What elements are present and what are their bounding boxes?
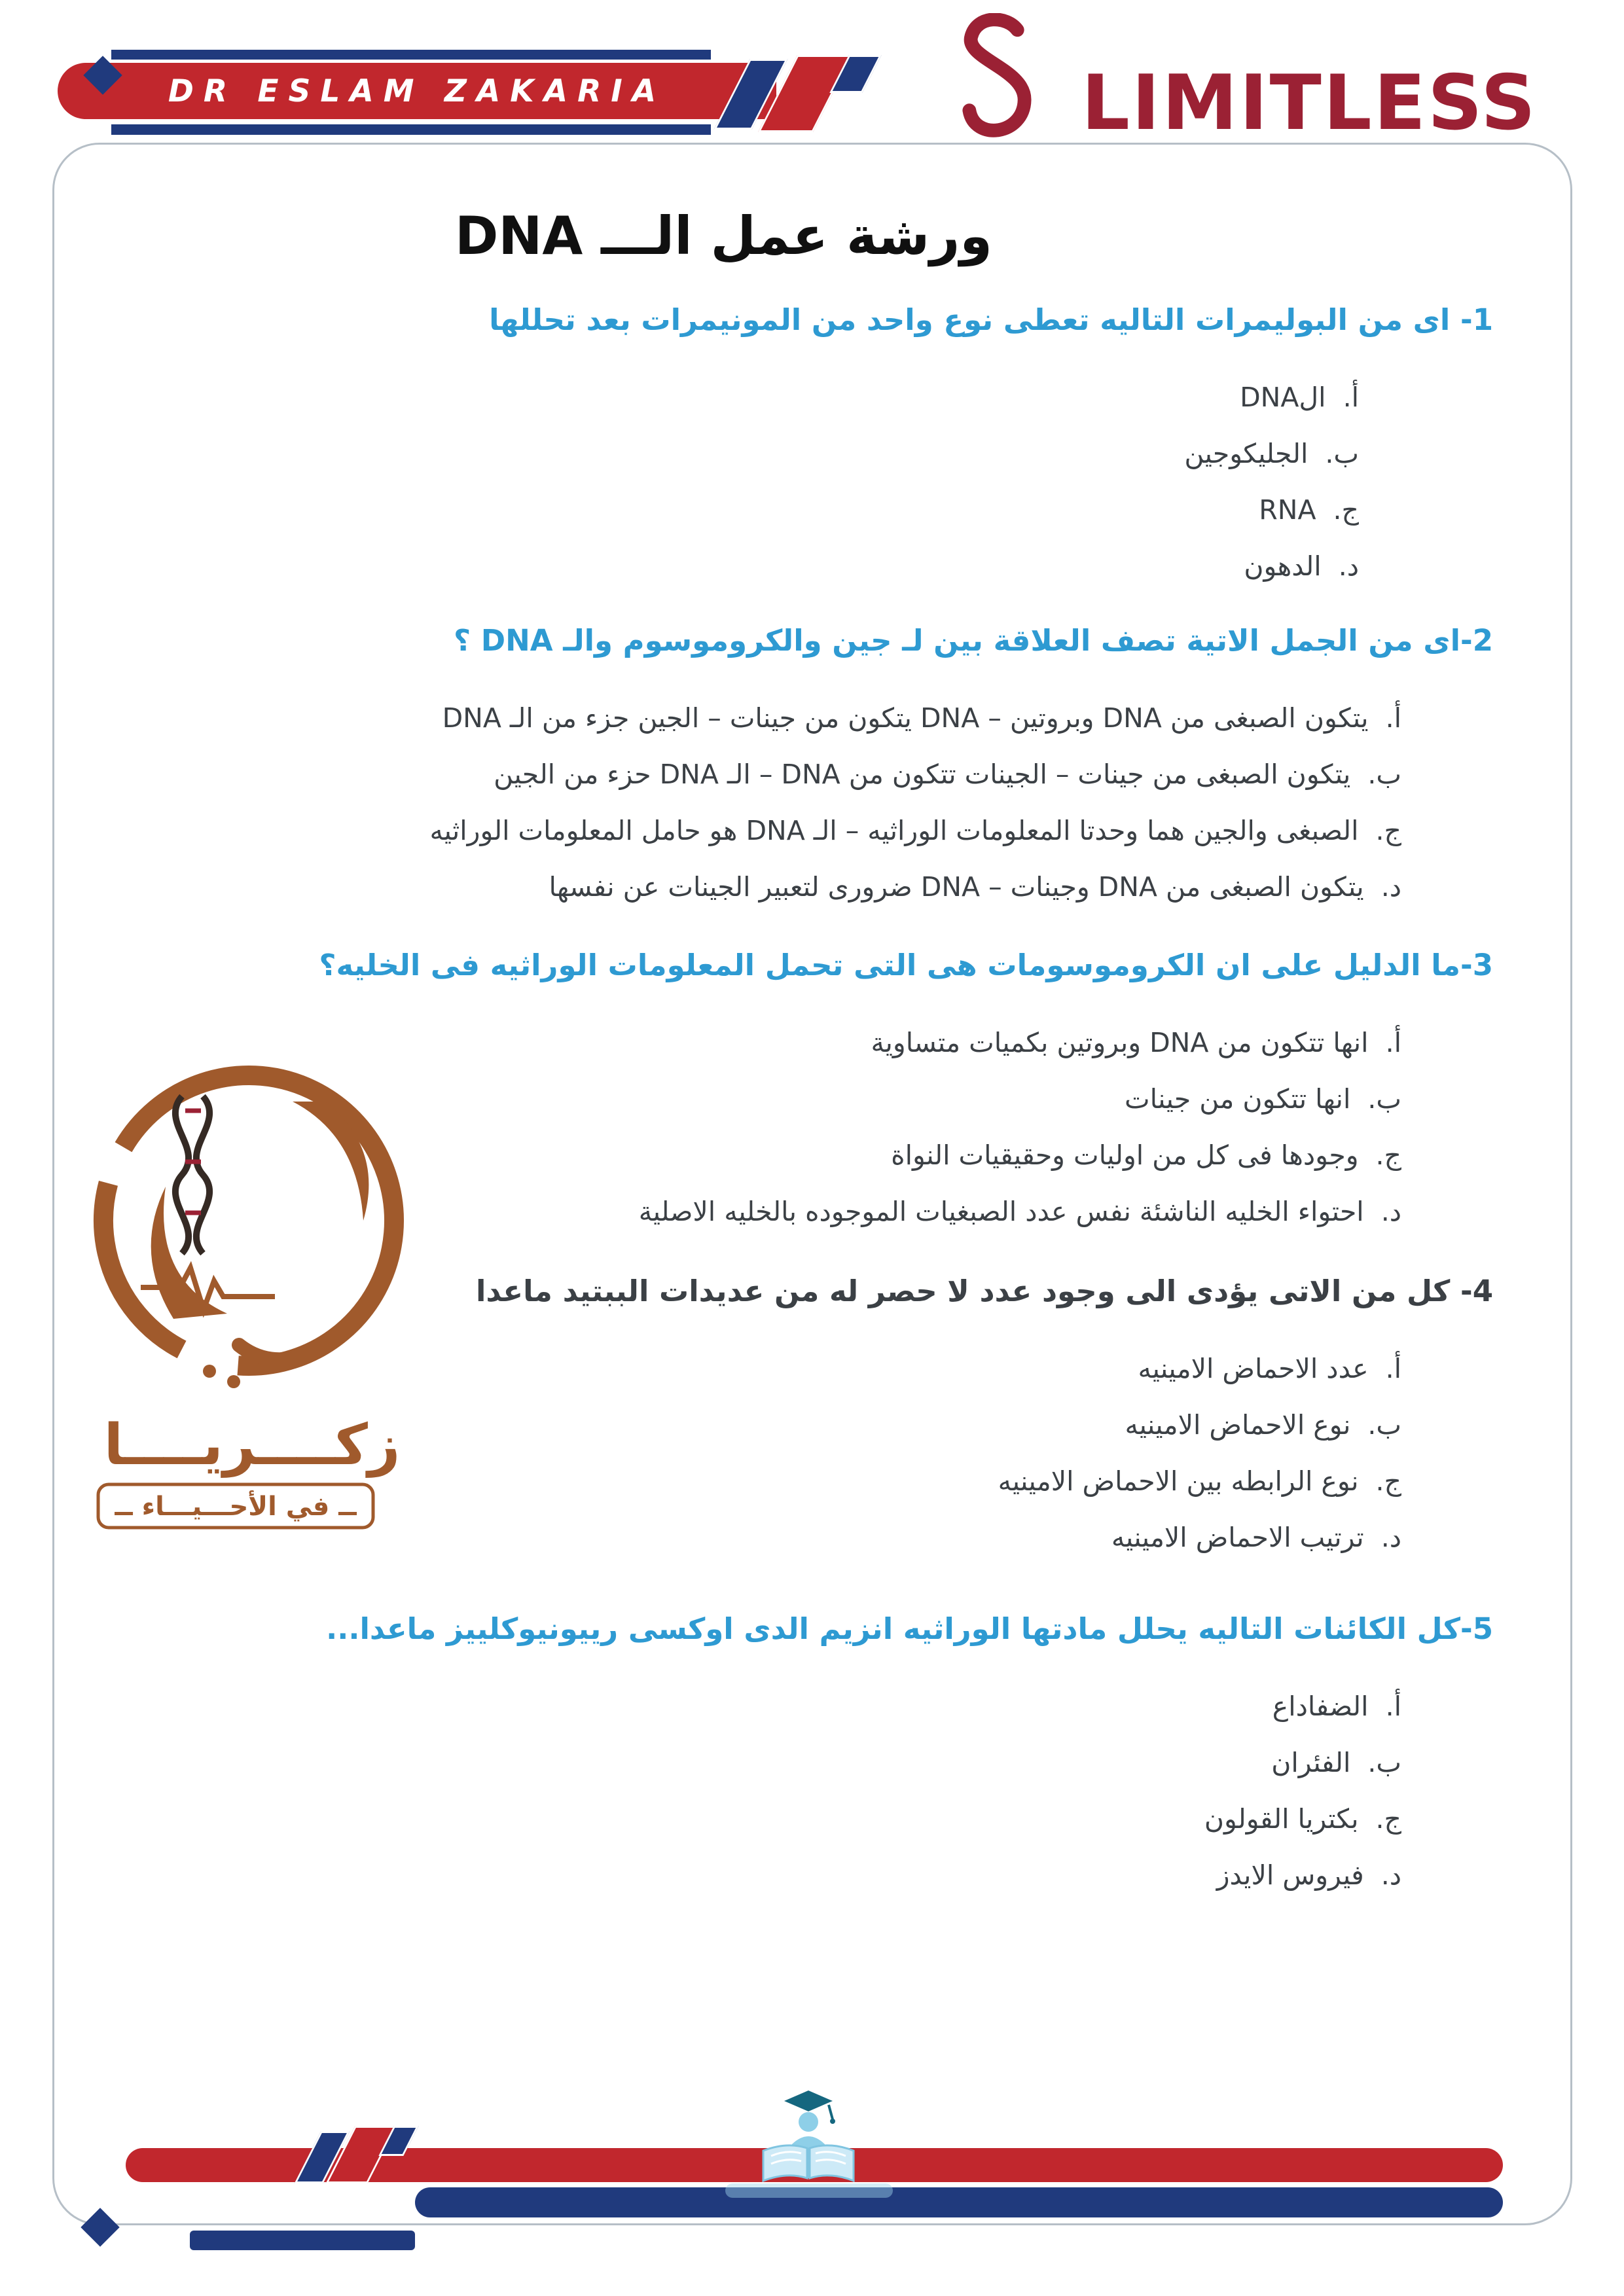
question-1: [489, 302, 1493, 606]
watermark-subtitle: ــ في الأحـــيـــاء ــ: [115, 1492, 357, 1522]
option-text: RNA: [1259, 494, 1316, 526]
option-a: [476, 1352, 1401, 1385]
option-text: احتواء الخليه الناشئة نفس عدد الصبغيات الموجوده بالخليه الاصلية: [638, 1196, 1364, 1227]
page-title-text: ورشة عمل الـــ DNA: [455, 206, 992, 266]
question-3-options: [319, 1026, 1401, 1228]
option-b: [476, 1408, 1401, 1441]
option-letter: ب.: [1367, 759, 1401, 790]
question-5-header: 5-كل الكائنات التاليه يحلل مادتها الوراثيه انزيم الدى اوكسى رييونيوكلييز ماعدا...: [326, 1611, 1493, 1646]
question-4: [476, 1274, 1493, 1577]
option-letter: ب.: [1325, 438, 1359, 469]
option-letter: ب.: [1367, 1747, 1401, 1778]
option-d: [319, 1195, 1401, 1228]
option-c: [429, 814, 1401, 847]
option-b: [326, 1746, 1401, 1779]
option-c: [319, 1139, 1401, 1172]
question-1-header: 1- اى من البوليمرات التاليه تعطى نوع واحد من المونيمرات بعد تحللها: [489, 302, 1493, 337]
watermark-name: زكــــريــــا: [103, 1412, 401, 1478]
option-a: [326, 1690, 1401, 1723]
doctor-banner: [58, 63, 776, 119]
option-text: الجليكوجين: [1184, 438, 1308, 469]
option-text: عدد الاحماض الامينيه: [1138, 1353, 1369, 1384]
option-letter: د.: [1380, 1859, 1401, 1891]
question-2: [429, 623, 1493, 927]
option-letter: أ.: [1385, 1353, 1401, 1384]
option-text: يتكون الصبغى من جينات – الجينات تتكون من DNA – الـ DNA حزء من الجين: [494, 759, 1351, 790]
option-c: [476, 1465, 1401, 1498]
question-2-options: [429, 702, 1401, 903]
option-letter: د.: [1380, 871, 1401, 903]
header-stripe-top: [111, 50, 711, 60]
option-letter: أ.: [1385, 1691, 1401, 1722]
brand-limitless: LIMITLESS: [1081, 59, 1538, 147]
option-letter: ج.: [1375, 1139, 1401, 1171]
option-letter: د.: [1380, 1522, 1401, 1553]
option-text: وجودها فى كل من اوليات وحقيقيات النواة: [891, 1139, 1359, 1171]
footer-watermark-text: [725, 2183, 893, 2198]
option-text: الصبغى والجين هما وحدتا المعلومات الوراثيه – الـ DNA هو حامل المعلومات الوراثيه: [429, 815, 1359, 846]
question-2-header: 2-اى من الجمل الاتية تصف العلاقة بين لـ جين والكروموسوم والـ DNA ؟: [454, 623, 1493, 658]
option-letter: ج.: [1375, 815, 1401, 846]
option-a: [429, 702, 1401, 734]
option-letter: د.: [1380, 1196, 1401, 1227]
option-text: الفئران: [1271, 1747, 1351, 1778]
footer-navy-bar: [415, 2187, 1503, 2217]
graduate-book-icon: [753, 2088, 864, 2186]
question-5-options: [326, 1690, 1401, 1892]
page-title: [0, 206, 1624, 266]
option-d: [489, 550, 1359, 583]
option-letter: ج.: [1333, 494, 1359, 526]
option-letter: أ.: [1385, 702, 1401, 734]
question-5: [326, 1611, 1493, 1915]
option-b: [489, 437, 1359, 470]
option-letter: ج.: [1375, 1803, 1401, 1835]
question-3-header: 3-ما الدليل على ان الكروموسومات هى التى تحمل المعلومات الوراثيه فى الخليه؟: [319, 948, 1493, 982]
option-text: الضفاداع: [1272, 1691, 1369, 1722]
option-b: [319, 1083, 1401, 1115]
option-letter: ج.: [1375, 1465, 1401, 1497]
option-letter: أ.: [1385, 1027, 1401, 1058]
option-text: بكتريا القولون: [1204, 1803, 1359, 1835]
option-letter: د.: [1338, 550, 1359, 582]
doctor-name: DR ESLAM ZAKARIA: [168, 73, 666, 109]
dna-helix-icon: [175, 1096, 209, 1253]
option-c: [326, 1803, 1401, 1835]
question-4-header: 4- كل من الاتى يؤدى الى وجود عدد لا حصر له من عديدات الببتيد ماعدا: [476, 1274, 1493, 1308]
option-letter: ب.: [1367, 1083, 1401, 1115]
limitless-8-logo-icon: [948, 13, 1043, 162]
option-b: [429, 758, 1401, 791]
option-text: ترتيب الاحماض الامينيه: [1111, 1522, 1364, 1553]
question-3: [319, 948, 1493, 1251]
header-stripe-bottom: [111, 124, 711, 135]
option-text: الDNA: [1240, 382, 1326, 413]
option-d: [326, 1859, 1401, 1892]
question-4-options: [476, 1352, 1401, 1554]
footer-navy-short-bar: [190, 2231, 415, 2250]
option-text: نوع الاحماض الامينيه: [1125, 1409, 1351, 1441]
option-a: [319, 1026, 1401, 1059]
option-text: يتكون الصبغى من DNA وبروتين – DNA يتكون من جينات – الجين جزء من الـ DNA: [442, 702, 1369, 734]
option-text: يتكون الصبغى من DNA وجينات – DNA ضرورى لتعبير الجينات عن نفسها: [549, 871, 1364, 903]
option-text: انها تتكون من DNA وبروتين بكميات متساوية: [871, 1027, 1369, 1058]
option-c: [489, 493, 1359, 526]
option-a: [489, 381, 1359, 414]
option-text: انها تتكون من جينات: [1125, 1083, 1351, 1115]
question-1-options: [489, 381, 1359, 583]
option-letter: أ.: [1343, 382, 1359, 413]
option-d: [476, 1521, 1401, 1554]
option-d: [429, 870, 1401, 903]
option-text: نوع الرابطه بين الاحماض الامينيه: [998, 1465, 1359, 1497]
option-text: الدهون: [1244, 550, 1322, 582]
option-letter: ب.: [1367, 1409, 1401, 1441]
option-text: فيروس الايدز: [1216, 1859, 1364, 1891]
